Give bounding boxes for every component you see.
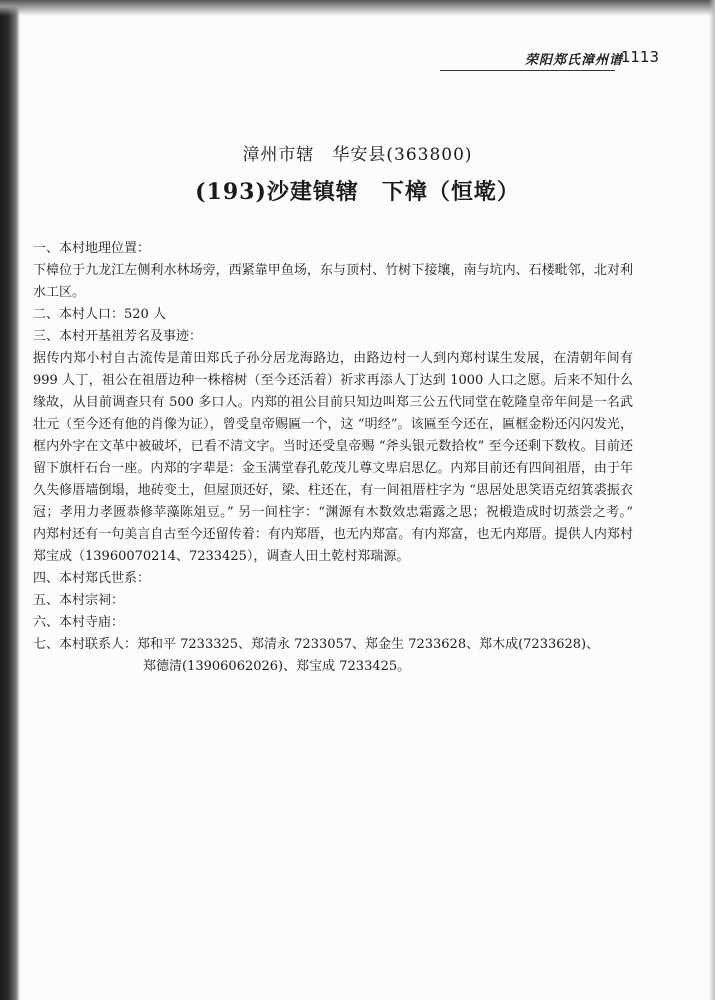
document-body (33, 238, 633, 678)
contacts-line-1: 七、本村联系人：郑和平 7233325、郑清永 7233057、郑金生 7233628、郑木成(7233628)、 (33, 637, 600, 652)
page-title: (193)沙建镇辖 下樟（恒墘） (195, 179, 520, 205)
geo-heading: 一、本村地理位置： (33, 241, 151, 256)
geo-text: 下樟位于九龙江左侧利水林场旁，西紧靠甲鱼场，东与顶村、竹树下接壤，南与坑内、石楼毗邻，北对利水工区。 (33, 263, 633, 300)
temple-line: 六、本村寺庙： (33, 615, 125, 630)
contacts-line-2: 郑德清(13906062026)、郑宝成 7233425。 (143, 659, 411, 674)
lineage-line: 四、本村郑氏世系： (33, 571, 151, 586)
founder-heading: 三、本村开基祖芳名及事迹： (33, 329, 203, 344)
population-line: 二、本村人口：520 人 (33, 307, 166, 322)
header-rule (440, 70, 615, 71)
founder-text: 据传内郑小村自古流传是莆田郑氏子孙分居龙海路边，由路边村一人到内郑村谋生发展，在清朝年间有 999 人丁，祖公在祖厝边种一株榕树（至今还活着）祈求再添人丁达到 1000 人口之愿。后来不知什么缘故，从目前调查只有 500 多口人。内郑的祖公目前只知边叫郑三公五代同堂在乾隆皇帝年间是一名武壮元（至今还有他的肖像为证），曾受皇帝赐匾一个，这 “明经”。该匾至今还在，匾框金粉还闪闪发光，框内外字在文革中被破坏，已看不清文字。当时还受皇帝赐 “斧头银元数拾枚” 至今还剩下数枚。目前还留下旗杆石台一座。内郑的字辈是：金玉满堂春孔乾茂儿尊文卑启思亿。内郑目前还有四间祖厝，由于年久失修厝墙倒塌，地砖变土，但屋顶还好，梁、柱还在，有一间祖厝柱字为 “思居处思笑语克绍箕裘振衣冠；孝用力孝匮恭修苹藻陈俎豆。” 另一间柱字：“渊源有木数效忠霜露之思；祝椴造成时切蒸尝之考。” 内郑村还有一句美言自古至今还留传着：有内郑厝，也无内郑富。有内郑富，也无内郑厝。提供人内郑村郑宝成（13960070214、7233425），调查人田土乾村郑瑞源。 (33, 351, 633, 564)
section-subtitle: 漳州市辖 华安县(363800) (242, 145, 473, 165)
running-head: 荣阳郑氏漳州谱 (524, 53, 623, 68)
page-number: 1113 (620, 48, 659, 66)
top-scan-shadow (0, 0, 715, 16)
ancestral-hall-line: 五、本村宗祠： (33, 593, 125, 608)
